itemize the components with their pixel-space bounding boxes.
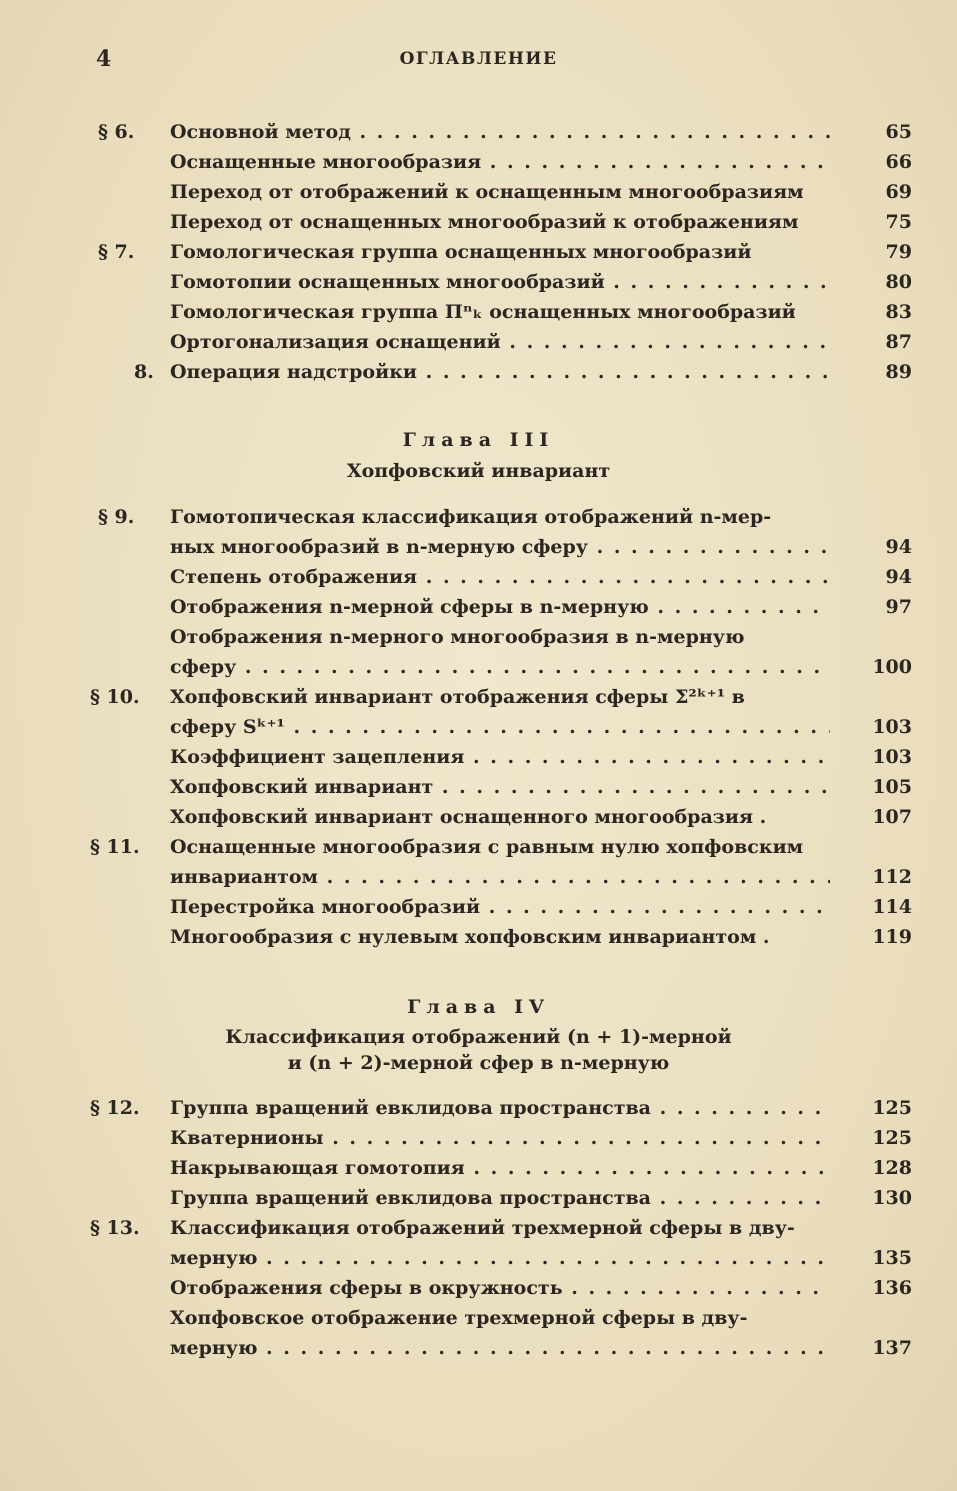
chapter-4-title-line-1: Классификация отображений (n + 1)-мерной (225, 1026, 732, 1048)
toc-entry (90, 267, 912, 297)
page-ref: 66 (885, 151, 912, 173)
toc-entry (90, 802, 912, 832)
toc-entry (90, 357, 912, 387)
page-ref: 89 (885, 361, 912, 383)
entry-title: мерную . . . (170, 1333, 830, 1363)
section-number: § 9. (98, 506, 135, 528)
chapter-4-title-line-2: и (n + 2)-мерной сфер в n-мерную (287, 1052, 670, 1074)
chapter-3-label: Глава III (402, 429, 555, 451)
page-ref: 69 (885, 181, 912, 203)
page-ref: 103 (872, 716, 912, 738)
toc-entry (90, 682, 912, 712)
toc-entry (90, 327, 912, 357)
toc-entry (90, 592, 912, 622)
page-ref: 125 (872, 1097, 912, 1119)
toc-entry (90, 177, 912, 207)
entry-title: Хопфовский инвариант отображения сферы Σ²ᵏ⁺¹ в (170, 686, 745, 708)
section-number: § 7. (98, 241, 135, 263)
entry-title: Оснащенные многообразия . . . (170, 147, 830, 177)
toc-entry (90, 922, 912, 952)
toc-entry (90, 1243, 912, 1273)
toc-entry (90, 1273, 912, 1303)
section-number: § 6. (98, 121, 135, 143)
toc-entry (90, 147, 912, 177)
entry-title: Гомологическая группа Πⁿₖ оснащенных многообразий (170, 301, 796, 323)
entry-title: Коэффициент зацепления . . . (170, 742, 830, 772)
entry-title: Группа вращений евклидова пространства . . . (170, 1183, 830, 1213)
page-ref: 128 (872, 1157, 912, 1179)
toc-entry (90, 1093, 912, 1123)
page-ref: 130 (872, 1187, 912, 1209)
entry-title: Основной метод . . . (170, 117, 830, 147)
toc-entry (90, 532, 912, 562)
entry-title: инвариантом . . . (170, 862, 830, 892)
page-ref: 119 (872, 926, 912, 948)
toc-entry (90, 622, 912, 652)
section-number: § 10. (90, 686, 140, 708)
page-ref: 97 (885, 596, 912, 618)
section-number: 8. (134, 361, 154, 383)
page-ref: 83 (885, 301, 912, 323)
page-ref: 114 (872, 896, 912, 918)
page-ref: 79 (885, 241, 912, 263)
toc-entry (90, 652, 912, 682)
page-ref: 94 (885, 566, 912, 588)
toc-entry (90, 862, 912, 892)
entry-title: Кватернионы . . . (170, 1123, 830, 1153)
toc-entry (90, 1333, 912, 1363)
entry-title: Операция надстройки . . . (170, 357, 830, 387)
toc-entry (90, 1303, 912, 1333)
toc-entry (90, 562, 912, 592)
toc-entry (90, 712, 912, 742)
entry-title: ных многообразий в n-мерную сферу . . . (170, 532, 830, 562)
entry-title: Перестройка многообразий . . . (170, 892, 830, 922)
section-number: § 11. (90, 836, 140, 858)
toc-entry (90, 207, 912, 237)
entry-title: Гомологическая группа оснащенных многообразий (170, 241, 752, 263)
entry-title: Гомотопии оснащенных многообразий . . . (170, 267, 830, 297)
page-ref: 136 (872, 1277, 912, 1299)
section-number: § 13. (90, 1217, 140, 1239)
chapter-3-title: Хопфовский инвариант (346, 460, 611, 482)
entry-title: Многообразия с нулевым хопфовским инвариантом . (170, 926, 770, 948)
running-head-title: ОГЛАВЛЕНИЕ (399, 49, 558, 69)
entry-title: Ортогонализация оснащений . . . (170, 327, 830, 357)
entry-title: сферу . . . (170, 652, 830, 682)
page-ref: 135 (872, 1247, 912, 1269)
page-ref: 103 (872, 746, 912, 768)
entry-title: сферу Sᵏ⁺¹ . . . (170, 712, 830, 742)
running-head (0, 44, 957, 74)
toc-entry (90, 892, 912, 922)
toc-entry (90, 832, 912, 862)
section-number: § 12. (90, 1097, 140, 1119)
page-number: 4 (96, 46, 112, 72)
entry-title: Гомотопическая классификация отображений n-мер- (170, 506, 772, 528)
entry-title: Степень отображения . . . (170, 562, 830, 592)
toc-entry (90, 237, 912, 267)
toc-entry (90, 1183, 912, 1213)
entry-title: Оснащенные многообразия с равным нулю хопфовским (170, 836, 804, 858)
toc-entry (90, 742, 912, 772)
page-ref: 125 (872, 1127, 912, 1149)
entry-title: Переход от отображений к оснащенным многообразиям (170, 181, 804, 203)
entry-title: Переход от оснащенных многообразий к отображениям (170, 211, 799, 233)
page-ref: 65 (885, 121, 912, 143)
entry-title: Хопфовский инвариант оснащенного многообразия . (170, 806, 767, 828)
toc-entry (90, 1213, 912, 1243)
entry-title: Хопфовский инвариант . . . (170, 772, 830, 802)
page-ref: 107 (872, 806, 912, 828)
entry-title: Накрывающая гомотопия . . . (170, 1153, 830, 1183)
toc-entry (90, 297, 912, 327)
page-ref: 105 (872, 776, 912, 798)
toc-entry (90, 1123, 912, 1153)
chapter-4-label: Глава IV (407, 996, 550, 1018)
page-ref: 100 (872, 656, 912, 678)
page-ref: 137 (872, 1337, 912, 1359)
entry-title: Классификация отображений трехмерной сферы в дву- (170, 1217, 795, 1239)
page-ref: 87 (885, 331, 912, 353)
toc-entry (90, 502, 912, 532)
toc-entry (90, 1153, 912, 1183)
entry-title: Отображения n-мерного многообразия в n-мерную (170, 626, 745, 648)
page-ref: 112 (872, 866, 912, 888)
page-ref: 94 (885, 536, 912, 558)
entry-title: Отображения n-мерной сферы в n-мерную . . . (170, 592, 830, 622)
entry-title: Отображения сферы в окружность . . . (170, 1273, 830, 1303)
toc-entry (90, 772, 912, 802)
page-ref: 75 (885, 211, 912, 233)
entry-title: мерную . . . (170, 1243, 830, 1273)
toc-entry (90, 117, 912, 147)
entry-title: Хопфовское отображение трехмерной сферы в дву- (170, 1307, 748, 1329)
page-ref: 80 (885, 271, 912, 293)
entry-title: Группа вращений евклидова пространства . . . (170, 1093, 830, 1123)
